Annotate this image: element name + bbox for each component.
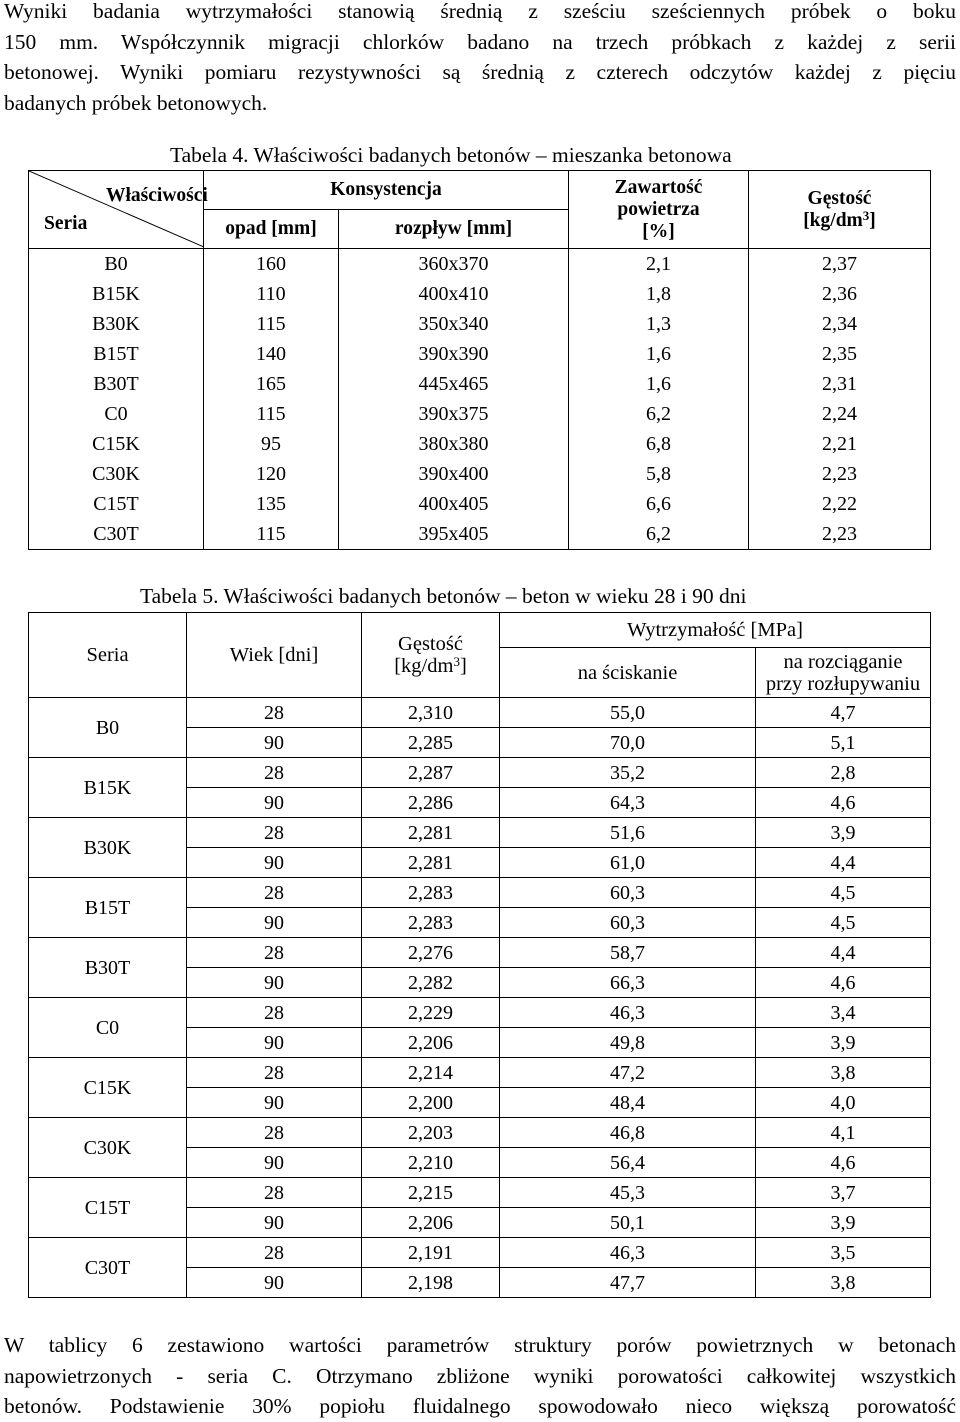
cell-zawartosc: 6,8: [569, 429, 749, 459]
table-row: [29, 489, 931, 519]
cell-rozplyw: 400x410: [339, 279, 569, 309]
cell-rozciaganie: 3,5: [756, 1238, 931, 1268]
cell-wiek: 28: [187, 998, 362, 1028]
cell-zawartosc: 6,2: [569, 399, 749, 429]
table-row: [29, 309, 931, 339]
table4-header-wlasciwosci: Właściwości: [106, 185, 208, 206]
cell-sciskanie: 60,3: [500, 908, 756, 938]
cell-sciskanie: 70,0: [500, 728, 756, 758]
cell-gestosc: 2,282: [362, 968, 500, 998]
cell-wiek: 90: [187, 788, 362, 818]
cell-gestosc: 2,281: [362, 818, 500, 848]
table-row: [29, 459, 931, 489]
cell-seria: B30K: [29, 818, 187, 878]
cell-gestosc: 2,22: [749, 489, 931, 519]
outro-line: betonów. Podstawienie 30% popiołu fluidalnego spowodowało nieco większą porowatość: [4, 1394, 956, 1418]
cell-gestosc: 2,276: [362, 938, 500, 968]
cell-gestosc: 2,215: [362, 1178, 500, 1208]
cell-gestosc: 2,229: [362, 998, 500, 1028]
cell-gestosc: 2,210: [362, 1148, 500, 1178]
diagonal-divider: [29, 171, 204, 247]
table4-header-konsystencja: Konsystencja: [204, 171, 569, 210]
zawartosc-line1: Zawartość: [614, 176, 703, 198]
cell-gestosc: 2,35: [749, 339, 931, 369]
cell-rozplyw: 360x370: [339, 249, 569, 280]
cell-sciskanie: 56,4: [500, 1148, 756, 1178]
cell-sciskanie: 49,8: [500, 1028, 756, 1058]
cell-wiek: 90: [187, 1028, 362, 1058]
table-row: [29, 279, 931, 309]
table5-header-gestosc: [362, 613, 500, 698]
cell-seria: B0: [29, 698, 187, 758]
cell-wiek: 90: [187, 968, 362, 998]
cell-opad: 115: [204, 399, 339, 429]
cell-sciskanie: 51,6: [500, 818, 756, 848]
cell-rozciaganie: 4,7: [756, 698, 931, 728]
cell-wiek: 28: [187, 1058, 362, 1088]
cell-rozciaganie: 3,8: [756, 1268, 931, 1298]
cell-gestosc: 2,285: [362, 728, 500, 758]
cell-seria: C30K: [29, 1118, 187, 1178]
table5-header-sciskanie: na ściskanie: [500, 648, 756, 698]
table5: [28, 612, 931, 1298]
cell-sciskanie: 60,3: [500, 878, 756, 908]
cell-rozplyw: 400x405: [339, 489, 569, 519]
cell-rozplyw: 350x340: [339, 309, 569, 339]
cell-sciskanie: 45,3: [500, 1178, 756, 1208]
cell-gestosc: 2,200: [362, 1088, 500, 1118]
cell-rozciaganie: 4,0: [756, 1088, 931, 1118]
cell-zawartosc: 1,3: [569, 309, 749, 339]
cell-wiek: 90: [187, 728, 362, 758]
rozciaganie-line1: na rozciąganie: [783, 650, 903, 673]
table4-header-opad: opad [mm]: [204, 210, 339, 249]
cell-rozciaganie: 4,1: [756, 1118, 931, 1148]
cell-seria: B30T: [29, 369, 204, 399]
table4-corner-header: [29, 171, 208, 249]
table5-header-rozciaganie: [756, 648, 931, 698]
table5-header-wytrzymalosc: Wytrzymałość [MPa]: [500, 613, 931, 648]
cell-rozciaganie: 4,4: [756, 938, 931, 968]
cell-sciskanie: 47,7: [500, 1268, 756, 1298]
cell-zawartosc: 6,6: [569, 489, 749, 519]
cell-seria: B30T: [29, 938, 187, 998]
table5-header-seria: Seria: [29, 613, 187, 698]
zawartosc-line3: [%]: [642, 220, 675, 242]
cell-gestosc: 2,34: [749, 309, 931, 339]
table-row: [29, 429, 931, 459]
cell-rozciaganie: 4,5: [756, 878, 931, 908]
cell-rozciaganie: 3,9: [756, 1028, 931, 1058]
cell-wiek: 90: [187, 1208, 362, 1238]
table-row: [29, 399, 931, 429]
cell-rozplyw: 390x375: [339, 399, 569, 429]
cell-gestosc: 2,23: [749, 519, 931, 550]
cell-seria: C30K: [29, 459, 204, 489]
cell-wiek: 90: [187, 908, 362, 938]
cell-wiek: 90: [187, 1088, 362, 1118]
table4-caption: Tabela 4. Właściwości badanych betonów – mieszanka betonowa: [170, 143, 732, 167]
cell-zawartosc: 1,8: [569, 279, 749, 309]
cell-opad: 140: [204, 339, 339, 369]
cell-wiek: 28: [187, 758, 362, 788]
table-row: [29, 1238, 931, 1268]
rozciaganie-line2: przy rozłupywaniu: [765, 672, 921, 695]
outro-paragraph: [4, 1330, 956, 1422]
cell-sciskanie: 48,4: [500, 1088, 756, 1118]
cell-rozciaganie: 3,4: [756, 998, 931, 1028]
cell-rozciaganie: 4,4: [756, 848, 931, 878]
table4-header-zawartosc: [569, 171, 749, 249]
cell-gestosc: 2,31: [749, 369, 931, 399]
cell-gestosc: 2,283: [362, 908, 500, 938]
cell-seria: B30K: [29, 309, 204, 339]
table5-caption: Tabela 5. Właściwości badanych betonów – beton w wieku 28 i 90 dni: [140, 584, 747, 608]
intro-line: Wyniki badania wytrzymałości stanowią średnią z sześciu sześciennych próbek o boku: [4, 0, 956, 23]
cell-rozciaganie: 3,9: [756, 818, 931, 848]
cell-gestosc: 2,286: [362, 788, 500, 818]
cell-rozplyw: 390x390: [339, 339, 569, 369]
gestosc-line1: Gęstość: [807, 187, 872, 209]
intro-paragraph: [4, 0, 956, 118]
cell-rozciaganie: 5,1: [756, 728, 931, 758]
cell-opad: 165: [204, 369, 339, 399]
cell-gestosc: 2,21: [749, 429, 931, 459]
cell-opad: 110: [204, 279, 339, 309]
table4-header-gestosc: [749, 171, 931, 249]
table4-header-seria: Seria: [44, 213, 88, 234]
cell-sciskanie: 35,2: [500, 758, 756, 788]
cell-sciskanie: 46,3: [500, 998, 756, 1028]
zawartosc-line2: powietrza: [617, 198, 700, 220]
cell-seria: B15T: [29, 339, 204, 369]
cell-opad: 120: [204, 459, 339, 489]
cell-gestosc: 2,37: [749, 249, 931, 280]
cell-rozplyw: 395x405: [339, 519, 569, 550]
cell-sciskanie: 61,0: [500, 848, 756, 878]
cell-opad: 95: [204, 429, 339, 459]
cell-sciskanie: 46,3: [500, 1238, 756, 1268]
table-row: [29, 998, 931, 1028]
table4-header-rozplyw: rozpływ [mm]: [339, 210, 569, 249]
cell-seria: B15T: [29, 878, 187, 938]
cell-sciskanie: 58,7: [500, 938, 756, 968]
cell-rozciaganie: 4,6: [756, 788, 931, 818]
cell-wiek: 28: [187, 698, 362, 728]
cell-gestosc: 2,191: [362, 1238, 500, 1268]
cell-gestosc: 2,23: [749, 459, 931, 489]
cell-seria: C30T: [29, 1238, 187, 1298]
cell-zawartosc: 1,6: [569, 369, 749, 399]
gestosc-line2: $[kg/dm^3]$: [803, 207, 876, 231]
outro-line: napowietrzonych - seria C. Otrzymano zbliżone wyniki porowatości całkowitej wszystkich: [4, 1363, 956, 1388]
cell-wiek: 28: [187, 818, 362, 848]
table-row: [29, 818, 931, 848]
cell-sciskanie: 46,8: [500, 1118, 756, 1148]
table-row: [29, 369, 931, 399]
cell-opad: 115: [204, 519, 339, 550]
table-row: [29, 758, 931, 788]
cell-sciskanie: 50,1: [500, 1208, 756, 1238]
cell-rozciaganie: 3,9: [756, 1208, 931, 1238]
cell-wiek: 28: [187, 878, 362, 908]
table5-header-wiek: Wiek [dni]: [187, 613, 362, 698]
intro-line: betonowej. Wyniki pomiaru rezystywności są średnią z czterech odczytów każdej z pięciu: [4, 60, 956, 84]
cell-gestosc: 2,281: [362, 848, 500, 878]
cell-seria: C0: [29, 399, 204, 429]
cell-rozplyw: 390x400: [339, 459, 569, 489]
cell-wiek: 28: [187, 938, 362, 968]
intro-line: 150 mm. Współczynnik migracji chlorków badano na trzech próbkach z każdej z serii: [4, 29, 956, 54]
cell-seria: C0: [29, 998, 187, 1058]
table-row: [29, 339, 931, 369]
cell-wiek: 90: [187, 1268, 362, 1298]
cell-sciskanie: 64,3: [500, 788, 756, 818]
cell-wiek: 28: [187, 1178, 362, 1208]
table-row: [29, 249, 931, 280]
cell-sciskanie: 55,0: [500, 698, 756, 728]
cell-seria: C30T: [29, 519, 204, 550]
cell-seria: C15T: [29, 1178, 187, 1238]
table-row: [29, 519, 931, 550]
cell-seria: C15K: [29, 1058, 187, 1118]
table5-body: [29, 698, 931, 1298]
cell-gestosc: 2,214: [362, 1058, 500, 1088]
cell-rozciaganie: 3,7: [756, 1178, 931, 1208]
cell-zawartosc: 1,6: [569, 339, 749, 369]
cell-gestosc: 2,206: [362, 1208, 500, 1238]
cell-wiek: 28: [187, 1238, 362, 1268]
cell-zawartosc: 2,1: [569, 249, 749, 280]
table-row: [29, 698, 931, 728]
gestosc-line2: $[kg/dm^3]$: [394, 654, 467, 677]
cell-gestosc: 2,283: [362, 878, 500, 908]
cell-gestosc: 2,198: [362, 1268, 500, 1298]
cell-seria: C15K: [29, 429, 204, 459]
table-row: [29, 1118, 931, 1148]
table-row: [29, 938, 931, 968]
cell-rozciaganie: 4,6: [756, 1148, 931, 1178]
cell-gestosc: 2,24: [749, 399, 931, 429]
cell-gestosc: 2,287: [362, 758, 500, 788]
cell-gestosc: 2,206: [362, 1028, 500, 1058]
cell-gestosc: 2,36: [749, 279, 931, 309]
table-row: [29, 878, 931, 908]
cell-rozciaganie: 4,5: [756, 908, 931, 938]
cell-sciskanie: 66,3: [500, 968, 756, 998]
table-row: [29, 1058, 931, 1088]
cell-sciskanie: 47,2: [500, 1058, 756, 1088]
outro-line: W tablicy 6 zestawiono wartości parametrów struktury porów powietrznych w betonach: [4, 1333, 956, 1357]
cell-gestosc: 2,310: [362, 698, 500, 728]
cell-seria: C15T: [29, 489, 204, 519]
cell-zawartosc: 5,8: [569, 459, 749, 489]
cell-rozciaganie: 4,6: [756, 968, 931, 998]
table4: [28, 170, 931, 550]
cell-wiek: 90: [187, 848, 362, 878]
cell-wiek: 90: [187, 1148, 362, 1178]
cell-zawartosc: 6,2: [569, 519, 749, 550]
cell-rozciaganie: 3,8: [756, 1058, 931, 1088]
cell-rozplyw: 380x380: [339, 429, 569, 459]
cell-seria: B0: [29, 249, 204, 280]
gestosc-line1: Gęstość: [398, 633, 463, 655]
intro-line: badanych próbek betonowych.: [4, 90, 268, 115]
cell-rozplyw: 445x465: [339, 369, 569, 399]
table-row: [29, 1178, 931, 1208]
cell-seria: B15K: [29, 758, 187, 818]
cell-opad: 135: [204, 489, 339, 519]
cell-gestosc: 2,203: [362, 1118, 500, 1148]
cell-seria: B15K: [29, 279, 204, 309]
cell-opad: 115: [204, 309, 339, 339]
cell-opad: 160: [204, 249, 339, 280]
cell-rozciaganie: 2,8: [756, 758, 931, 788]
table4-body: [29, 249, 931, 550]
cell-wiek: 28: [187, 1118, 362, 1148]
